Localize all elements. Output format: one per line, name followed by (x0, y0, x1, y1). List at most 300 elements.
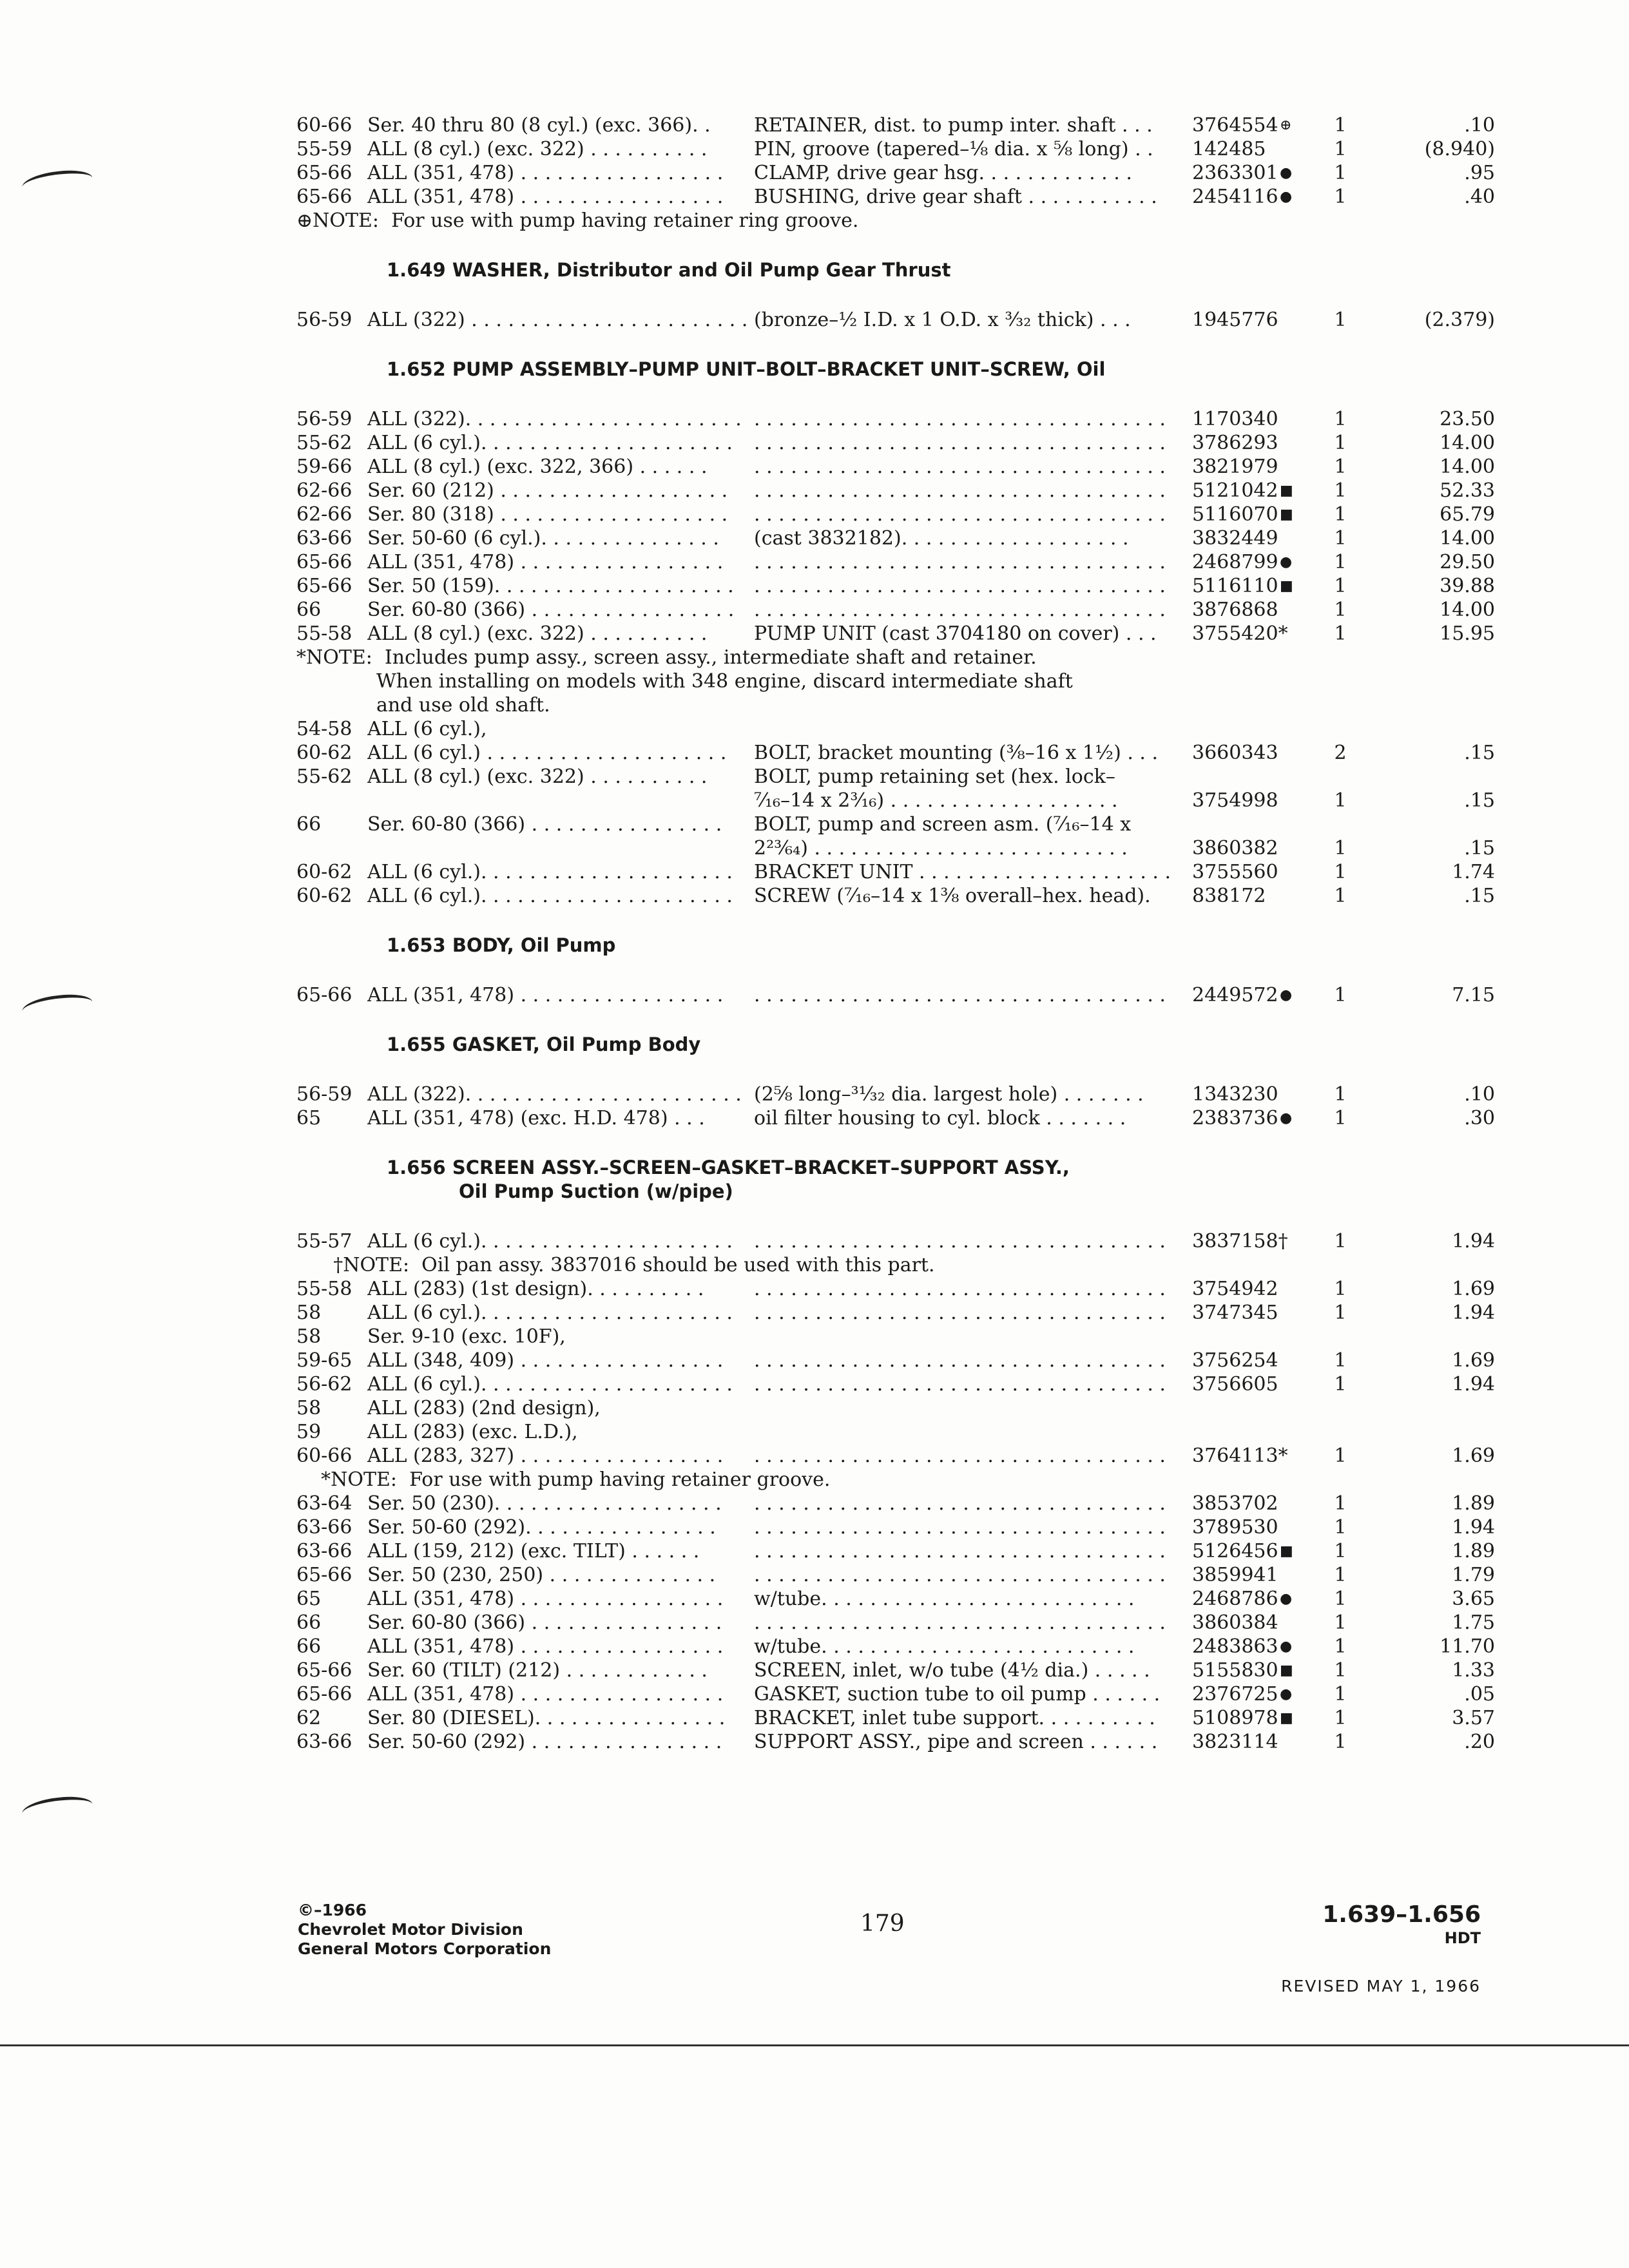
section-gap (296, 1204, 1495, 1229)
application: ALL (351, 478) . . . . . . . . . . . . . . . . . (367, 186, 724, 208)
quantity: 1 (1334, 1588, 1347, 1610)
parts-row (296, 1706, 1495, 1730)
parts-row (296, 1325, 1495, 1349)
parts-row (296, 1539, 1495, 1563)
part-number: 3860382 (1192, 837, 1278, 860)
section-gap (296, 957, 1495, 983)
application: ALL (348, 409) . . . . . . . . . . . . . . . . . (367, 1349, 724, 1372)
quantity: 1 (1334, 1564, 1347, 1586)
bottom-rule (0, 2044, 1629, 2046)
section-gap (296, 1057, 1495, 1082)
part-description: . . . . . . . . . . . . . . . . . . . . . . . . . . . . . . . . . . (754, 1540, 1166, 1562)
price: 1.75 (1452, 1611, 1495, 1634)
part-number: 5155830 (1192, 1659, 1278, 1682)
section-gap (296, 233, 1495, 258)
quantity: 2 (1334, 742, 1347, 764)
price: .10 (1464, 114, 1495, 137)
application: Ser. 50 (159). . . . . . . . . . . . . . . . . . . . (367, 575, 734, 597)
parts-row (296, 1349, 1495, 1372)
model-years: 55-59 (296, 138, 352, 160)
part-description: oil filter housing to cyl. block . . . . . . . (754, 1107, 1126, 1129)
quantity: 1 (1334, 861, 1347, 883)
model-years: 60-62 (296, 885, 352, 907)
parts-row (296, 812, 1495, 836)
price: 39.88 (1440, 575, 1495, 597)
application: ALL (6 cyl.). . . . . . . . . . . . . . . . . . . . . (367, 1230, 733, 1253)
part-number: 5121042 (1192, 479, 1278, 502)
quantity: 1 (1334, 1611, 1347, 1634)
part-description: . . . . . . . . . . . . . . . . . . . . . . . . . . . . . . . . . . (754, 1611, 1166, 1634)
price: (8.940) (1424, 138, 1495, 160)
price: 1.33 (1452, 1659, 1495, 1682)
parts-row (296, 407, 1495, 431)
group-range-block (1322, 1901, 1481, 1947)
parts-row (296, 598, 1495, 622)
quantity: 1 (1334, 1083, 1347, 1106)
part-number: 3786293 (1192, 432, 1278, 454)
parts-row (296, 1635, 1495, 1658)
part-description: . . . . . . . . . . . . . . . . . . . . . . . . . . . . . . . . . . (754, 575, 1166, 597)
part-description: BUSHING, drive gear shaft . . . . . . . . . . . (754, 186, 1157, 208)
quantity: 1 (1334, 551, 1347, 573)
part-description: PUMP UNIT (cast 3704180 on cover) . . . (754, 622, 1157, 645)
quantity: 1 (1334, 837, 1347, 860)
parts-row (296, 113, 1495, 137)
part-description: GASKET, suction tube to oil pump . . . . . . (754, 1683, 1161, 1706)
quantity: 1 (1334, 138, 1347, 160)
model-years: 63-66 (296, 1540, 352, 1562)
parts-row (296, 1730, 1495, 1754)
section-number: 1.655 (387, 1033, 446, 1055)
parts-row (296, 185, 1495, 209)
parts-row (296, 1106, 1495, 1130)
price: 11.70 (1440, 1635, 1495, 1658)
application: Ser. 60 (212) . . . . . . . . . . . . . . . . . . . (367, 479, 728, 502)
model-years: 54-58 (296, 718, 352, 740)
price: 1.94 (1452, 1373, 1495, 1396)
price: .10 (1464, 1083, 1495, 1106)
application: ALL (351, 478) . . . . . . . . . . . . . . . . . (367, 1683, 724, 1706)
part-marker-symbol: ■ (1280, 506, 1293, 523)
parts-row (296, 983, 1495, 1007)
part-number: 3764554 (1192, 114, 1278, 137)
parts-row (296, 479, 1495, 503)
model-years: 60-62 (296, 861, 352, 883)
part-description: SUPPORT ASSY., pipe and screen . . . . . . (754, 1731, 1158, 1753)
price: 52.33 (1440, 479, 1495, 502)
model-years: 65 (296, 1588, 322, 1610)
part-number: 3876868 (1192, 599, 1278, 621)
section-subtitle: Oil Pump Suction (w/pipe) (459, 1180, 733, 1202)
part-number: 3860384 (1192, 1611, 1278, 1634)
price: 7.15 (1452, 984, 1495, 1006)
model-years: 63-66 (296, 1731, 352, 1753)
price: 1.89 (1452, 1540, 1495, 1562)
parts-row (296, 1611, 1495, 1635)
part-description: SCREEN, inlet, w/o tube (4½ dia.) . . . . . (754, 1659, 1150, 1682)
parts-row (296, 789, 1495, 812)
application: ALL (351, 478) (exc. H.D. 478) . . . (367, 1107, 705, 1129)
application: ALL (6 cyl.), (367, 718, 487, 740)
price: 1.94 (1452, 1230, 1495, 1253)
application: ALL (6 cyl.) . . . . . . . . . . . . . . . . . . . . (367, 742, 727, 764)
part-description: CLAMP, drive gear hsg. . . . . . . . . . . . . (754, 162, 1132, 184)
quantity: 1 (1334, 479, 1347, 502)
application: Ser. 60 (TILT) (212) . . . . . . . . . . . . (367, 1659, 708, 1682)
part-description: . . . . . . . . . . . . . . . . . . . . . . . . . . . . . . . . . . (754, 1516, 1166, 1539)
publisher-block (298, 1901, 551, 1959)
price: 1.79 (1452, 1564, 1495, 1586)
quantity: 1 (1334, 1731, 1347, 1753)
price: 1.94 (1452, 1302, 1495, 1324)
model-years: 66 (296, 1611, 322, 1634)
part-description: . . . . . . . . . . . . . . . . . . . . . . . . . . . . . . . . . . (754, 408, 1166, 430)
part-number: 3832449 (1192, 527, 1278, 550)
parts-row (296, 431, 1495, 455)
parts-row (296, 884, 1495, 908)
model-years: 55-58 (296, 1278, 352, 1300)
application: ALL (322) . . . . . . . . . . . . . . . . . . . . . . . (367, 309, 748, 331)
price: 1.94 (1452, 1516, 1495, 1539)
quantity: 1 (1334, 599, 1347, 621)
application: ALL (283) (exc. L.D.), (367, 1421, 578, 1443)
model-years: 65-66 (296, 575, 352, 597)
part-marker-symbol: ■ (1280, 483, 1293, 499)
application: Ser. 50-60 (6 cyl.). . . . . . . . . . . . . . . (367, 527, 719, 550)
binder-hole-mark (21, 168, 93, 197)
application: Ser. 50-60 (292) . . . . . . . . . . . . . . . . (367, 1731, 722, 1753)
model-years: 59-65 (296, 1349, 352, 1372)
application: ALL (6 cyl.). . . . . . . . . . . . . . . . . . . . . (367, 1302, 733, 1324)
section-heading (387, 934, 1495, 957)
price: .05 (1464, 1683, 1495, 1706)
part-number: 5108978 (1192, 1707, 1278, 1729)
model-years: 60-62 (296, 742, 352, 764)
quantity: 1 (1334, 186, 1347, 208)
part-description: . . . . . . . . . . . . . . . . . . . . . . . . . . . . . . . . . . (754, 479, 1166, 502)
part-description: (bronze–½ I.D. x 1 O.D. x ³⁄₃₂ thick) . . . (754, 309, 1131, 331)
footnote: *NOTE: For use with pump having retainer groove. (296, 1468, 831, 1491)
model-years: 56-62 (296, 1373, 352, 1396)
part-marker-symbol: ● (1280, 554, 1293, 570)
section-number: 1.652 (387, 358, 446, 380)
section-number: 1.649 (387, 259, 446, 281)
application: ALL (351, 478) . . . . . . . . . . . . . . . . . (367, 551, 724, 573)
part-number: 142485 (1192, 138, 1266, 160)
price: 1.69 (1452, 1278, 1495, 1300)
parts-row (296, 836, 1495, 860)
section-gap (296, 282, 1495, 308)
model-years: 63-66 (296, 1516, 352, 1539)
part-description: ⁷⁄₁₆–14 x 2³⁄₁₆) . . . . . . . . . . . . . . . . . . . (754, 789, 1118, 812)
application: ALL (283) (1st design). . . . . . . . . . (367, 1278, 704, 1300)
quantity: 1 (1334, 789, 1347, 812)
application: ALL (6 cyl.). . . . . . . . . . . . . . . . . . . . . (367, 1373, 733, 1396)
quantity: 1 (1334, 1445, 1347, 1467)
part-number: 2454116 (1192, 186, 1278, 208)
section-title: BODY, Oil Pump (452, 934, 616, 956)
quantity: 1 (1334, 1107, 1347, 1129)
quantity: 1 (1334, 432, 1347, 454)
part-description: (2⅝ long–³¹⁄₃₂ dia. largest hole) . . . . . . . (754, 1083, 1144, 1106)
part-description: RETAINER, dist. to pump inter. shaft . . . (754, 114, 1153, 137)
application: ALL (351, 478) . . . . . . . . . . . . . . . . . (367, 1635, 724, 1658)
price: .95 (1464, 162, 1495, 184)
section-gap (296, 908, 1495, 934)
parts-row (296, 1229, 1495, 1253)
part-marker-symbol: ● (1280, 987, 1293, 1003)
application: ALL (8 cyl.) (exc. 322) . . . . . . . . . . (367, 138, 708, 160)
part-number: 3859941 (1192, 1564, 1278, 1586)
part-description: . . . . . . . . . . . . . . . . . . . . . . . . . . . . . . . . . . (754, 551, 1166, 573)
part-description: . . . . . . . . . . . . . . . . . . . . . . . . . . . . . . . . . . (754, 1349, 1166, 1372)
part-marker-symbol: ● (1280, 165, 1293, 181)
model-years: 55-62 (296, 765, 352, 788)
model-years: 55-58 (296, 622, 352, 645)
part-description: 2²³⁄₆₄) . . . . . . . . . . . . . . . . . . . . . . . . . . (754, 837, 1128, 860)
application: Ser. 50 (230, 250) . . . . . . . . . . . . . . (367, 1564, 716, 1586)
parts-row (296, 503, 1495, 526)
model-years: 65-66 (296, 186, 352, 208)
parts-row (296, 455, 1495, 479)
parts-row (296, 717, 1495, 741)
catalog-code: HDT (1444, 1929, 1481, 1947)
price: 14.00 (1440, 527, 1495, 550)
revision-date: REVISED MAY 1, 1966 (1281, 1977, 1481, 1995)
part-number: 3754998 (1192, 789, 1278, 812)
footnote: ⊕NOTE: For use with pump having retainer ring groove. (296, 209, 859, 232)
model-years: 62 (296, 1707, 322, 1729)
part-number: 1343230 (1192, 1083, 1278, 1106)
part-description: w/tube. . . . . . . . . . . . . . . . . . . . . . . . . . (754, 1635, 1135, 1658)
part-number: 3756254 (1192, 1349, 1278, 1372)
model-years: 55-57 (296, 1230, 352, 1253)
part-number: 5116110 (1192, 575, 1278, 597)
part-marker-symbol: ● (1280, 1110, 1293, 1126)
model-years: 65-66 (296, 1683, 352, 1706)
part-description: . . . . . . . . . . . . . . . . . . . . . . . . . . . . . . . . . . (754, 599, 1166, 621)
model-years: 66 (296, 813, 322, 836)
quantity: 1 (1334, 1659, 1347, 1682)
model-years: 62-66 (296, 479, 352, 502)
part-description: SCREW (⁷⁄₁₆–14 x 1⅜ overall–hex. head). (754, 885, 1151, 907)
corporation-name: General Motors Corporation (298, 1939, 552, 1958)
parts-row (296, 1420, 1495, 1444)
parts-row (296, 161, 1495, 185)
application: ALL (351, 478) . . . . . . . . . . . . . . . . . (367, 162, 724, 184)
application: Ser. 80 (318) . . . . . . . . . . . . . . . . . . . (367, 503, 728, 526)
application: Ser. 80 (DIESEL). . . . . . . . . . . . . . . . (367, 1707, 726, 1729)
part-number: 1945776 (1192, 309, 1278, 331)
parts-row (296, 1301, 1495, 1325)
price: .15 (1464, 742, 1495, 764)
parts-row (296, 574, 1495, 598)
parts-row (296, 741, 1495, 765)
section-gap (296, 381, 1495, 407)
footnote: *NOTE: Includes pump assy., screen assy., intermediate shaft and retainer. When installing on models with 348 engine, discard intermediate shaft and use old shaft. (296, 646, 1073, 716)
quantity: 1 (1334, 1540, 1347, 1562)
part-marker-symbol: ⊕ (1280, 117, 1292, 133)
part-marker-symbol: ■ (1280, 1543, 1293, 1559)
parts-row (296, 550, 1495, 574)
price: 14.00 (1440, 599, 1495, 621)
section-heading (387, 1033, 1495, 1057)
section-number: 1.653 (387, 934, 446, 956)
quantity: 1 (1334, 885, 1347, 907)
part-description: PIN, groove (tapered–⅛ dia. x ⅝ long) . . (754, 138, 1153, 160)
quantity: 1 (1334, 1278, 1347, 1300)
model-years: 60-66 (296, 1445, 352, 1467)
parts-row (296, 1682, 1495, 1706)
page-number: 179 (860, 1910, 905, 1937)
part-number: 3756605 (1192, 1373, 1278, 1396)
part-description: . . . . . . . . . . . . . . . . . . . . . . . . . . . . . . . . . . (754, 1278, 1166, 1300)
part-description: . . . . . . . . . . . . . . . . . . . . . . . . . . . . . . . . . . (754, 503, 1166, 526)
section-gap (296, 1007, 1495, 1033)
part-number: 3789530 (1192, 1516, 1278, 1539)
price: 1.74 (1452, 861, 1495, 883)
parts-list (296, 113, 1495, 1754)
section-heading (387, 258, 1495, 282)
parts-row (296, 1563, 1495, 1587)
model-years: 58 (296, 1397, 322, 1419)
quantity: 1 (1334, 1230, 1347, 1253)
copyright: ©–1966 (298, 1901, 367, 1919)
part-description: . . . . . . . . . . . . . . . . . . . . . . . . . . . . . . . . . . (754, 984, 1166, 1006)
parts-row (296, 1515, 1495, 1539)
quantity: 1 (1334, 114, 1347, 137)
part-number: 2468799 (1192, 551, 1278, 573)
part-number: 2363301 (1192, 162, 1278, 184)
parts-row (296, 1492, 1495, 1515)
parts-row (296, 137, 1495, 161)
part-description: . . . . . . . . . . . . . . . . . . . . . . . . . . . . . . . . . . (754, 1302, 1166, 1324)
price: 1.69 (1452, 1349, 1495, 1372)
price: 1.69 (1452, 1445, 1495, 1467)
model-years: 66 (296, 1635, 322, 1658)
binder-hole-mark (21, 1794, 93, 1823)
part-number: 3823114 (1192, 1731, 1278, 1753)
part-number: 1170340 (1192, 408, 1278, 430)
part-description: w/tube. . . . . . . . . . . . . . . . . . . . . . . . . . (754, 1588, 1135, 1610)
parts-row (296, 1372, 1495, 1396)
section-number: 1.656 (387, 1157, 446, 1178)
model-years: 63-66 (296, 527, 352, 550)
model-years: 65-66 (296, 551, 352, 573)
section-heading (387, 1156, 1495, 1204)
part-number: 3660343 (1192, 742, 1278, 764)
section-gap (296, 332, 1495, 358)
application: ALL (159, 212) (exc. TILT) . . . . . . (367, 1540, 700, 1562)
parts-row (296, 1658, 1495, 1682)
section-title: WASHER, Distributor and Oil Pump Gear Thrust (452, 259, 951, 281)
application: ALL (8 cyl.) (exc. 322) . . . . . . . . . . (367, 622, 708, 645)
part-marker-symbol: ■ (1280, 1710, 1293, 1726)
part-marker-symbol: ● (1280, 189, 1293, 205)
part-marker-symbol: ● (1280, 1686, 1293, 1702)
application: ALL (6 cyl.). . . . . . . . . . . . . . . . . . . . . (367, 885, 733, 907)
quantity: 1 (1334, 1302, 1347, 1324)
part-description: . . . . . . . . . . . . . . . . . . . . . . . . . . . . . . . . . . (754, 1492, 1166, 1515)
model-years: 65-66 (296, 984, 352, 1006)
quantity: 1 (1334, 1349, 1347, 1372)
quantity: 1 (1334, 456, 1347, 478)
application: ALL (8 cyl.) (exc. 322, 366) . . . . . . (367, 456, 708, 478)
model-years: 62-66 (296, 503, 352, 526)
application: ALL (322). . . . . . . . . . . . . . . . . . . . . . . (367, 1083, 742, 1106)
division-name: Chevrolet Motor Division (298, 1920, 523, 1939)
quantity: 1 (1334, 1707, 1347, 1729)
quantity: 1 (1334, 309, 1347, 331)
price: 65.79 (1440, 503, 1495, 526)
section-heading (387, 358, 1495, 381)
model-years: 59 (296, 1421, 322, 1443)
application: Ser. 50-60 (292). . . . . . . . . . . . . . . . (367, 1516, 716, 1539)
model-years: 58 (296, 1302, 322, 1324)
model-years: 66 (296, 599, 322, 621)
part-number: 3747345 (1192, 1302, 1278, 1324)
model-years: 55-62 (296, 432, 352, 454)
part-description: . . . . . . . . . . . . . . . . . . . . . . . . . . . . . . . . . . (754, 1564, 1166, 1586)
application: ALL (283) (2nd design), (367, 1397, 601, 1419)
price: 23.50 (1440, 408, 1495, 430)
price: .20 (1464, 1731, 1495, 1753)
model-years: 56-59 (296, 408, 352, 430)
quantity: 1 (1334, 162, 1347, 184)
section-title: PUMP ASSEMBLY–PUMP UNIT–BOLT–BRACKET UNIT–SCREW, Oil (452, 358, 1106, 380)
part-marker-symbol: ■ (1280, 1662, 1293, 1678)
model-years: 65-66 (296, 1564, 352, 1586)
footnote: †NOTE: Oil pan assy. 3837016 should be used with this part. (296, 1254, 935, 1276)
model-years: 63-64 (296, 1492, 352, 1515)
quantity: 1 (1334, 1373, 1347, 1396)
part-number: 5126456 (1192, 1540, 1278, 1562)
model-years: 58 (296, 1325, 322, 1348)
part-number: 2383736 (1192, 1107, 1278, 1129)
part-description: . . . . . . . . . . . . . . . . . . . . . . . . . . . . . . . . . . (754, 1373, 1166, 1396)
section-gap (296, 1130, 1495, 1156)
application: Ser. 60-80 (366) . . . . . . . . . . . . . . . . . (367, 599, 735, 621)
part-description: BOLT, bracket mounting (⅜–16 x 1½) . . . (754, 742, 1158, 764)
price: 29.50 (1440, 551, 1495, 573)
application: ALL (6 cyl.). . . . . . . . . . . . . . . . . . . . . (367, 432, 733, 454)
part-number: 3754942 (1192, 1278, 1278, 1300)
quantity: 1 (1334, 1635, 1347, 1658)
parts-row (296, 1444, 1495, 1468)
model-years: 56-59 (296, 1083, 352, 1106)
parts-row (296, 1396, 1495, 1420)
part-number: 2376725 (1192, 1683, 1278, 1706)
quantity: 1 (1334, 527, 1347, 550)
price: 1.89 (1452, 1492, 1495, 1515)
quantity: 1 (1334, 408, 1347, 430)
parts-row (296, 1277, 1495, 1301)
part-description: BOLT, pump and screen asm. (⁷⁄₁₆–14 x (754, 813, 1132, 836)
part-description: (cast 3832182). . . . . . . . . . . . . . . . . . . (754, 527, 1129, 550)
part-number: 3821979 (1192, 456, 1278, 478)
application: ALL (322). . . . . . . . . . . . . . . . . . . . . . . (367, 408, 742, 430)
application: ALL (351, 478) . . . . . . . . . . . . . . . . . (367, 984, 724, 1006)
model-years: 56-59 (296, 309, 352, 331)
part-marker-symbol: ● (1280, 1639, 1293, 1655)
price: (2.379) (1424, 309, 1495, 331)
model-years: 65-66 (296, 1659, 352, 1682)
parts-row (296, 1587, 1495, 1611)
model-years: 65 (296, 1107, 322, 1129)
part-description: . . . . . . . . . . . . . . . . . . . . . . . . . . . . . . . . . . (754, 1230, 1166, 1253)
model-years: 60-66 (296, 114, 352, 137)
parts-row (296, 765, 1495, 789)
